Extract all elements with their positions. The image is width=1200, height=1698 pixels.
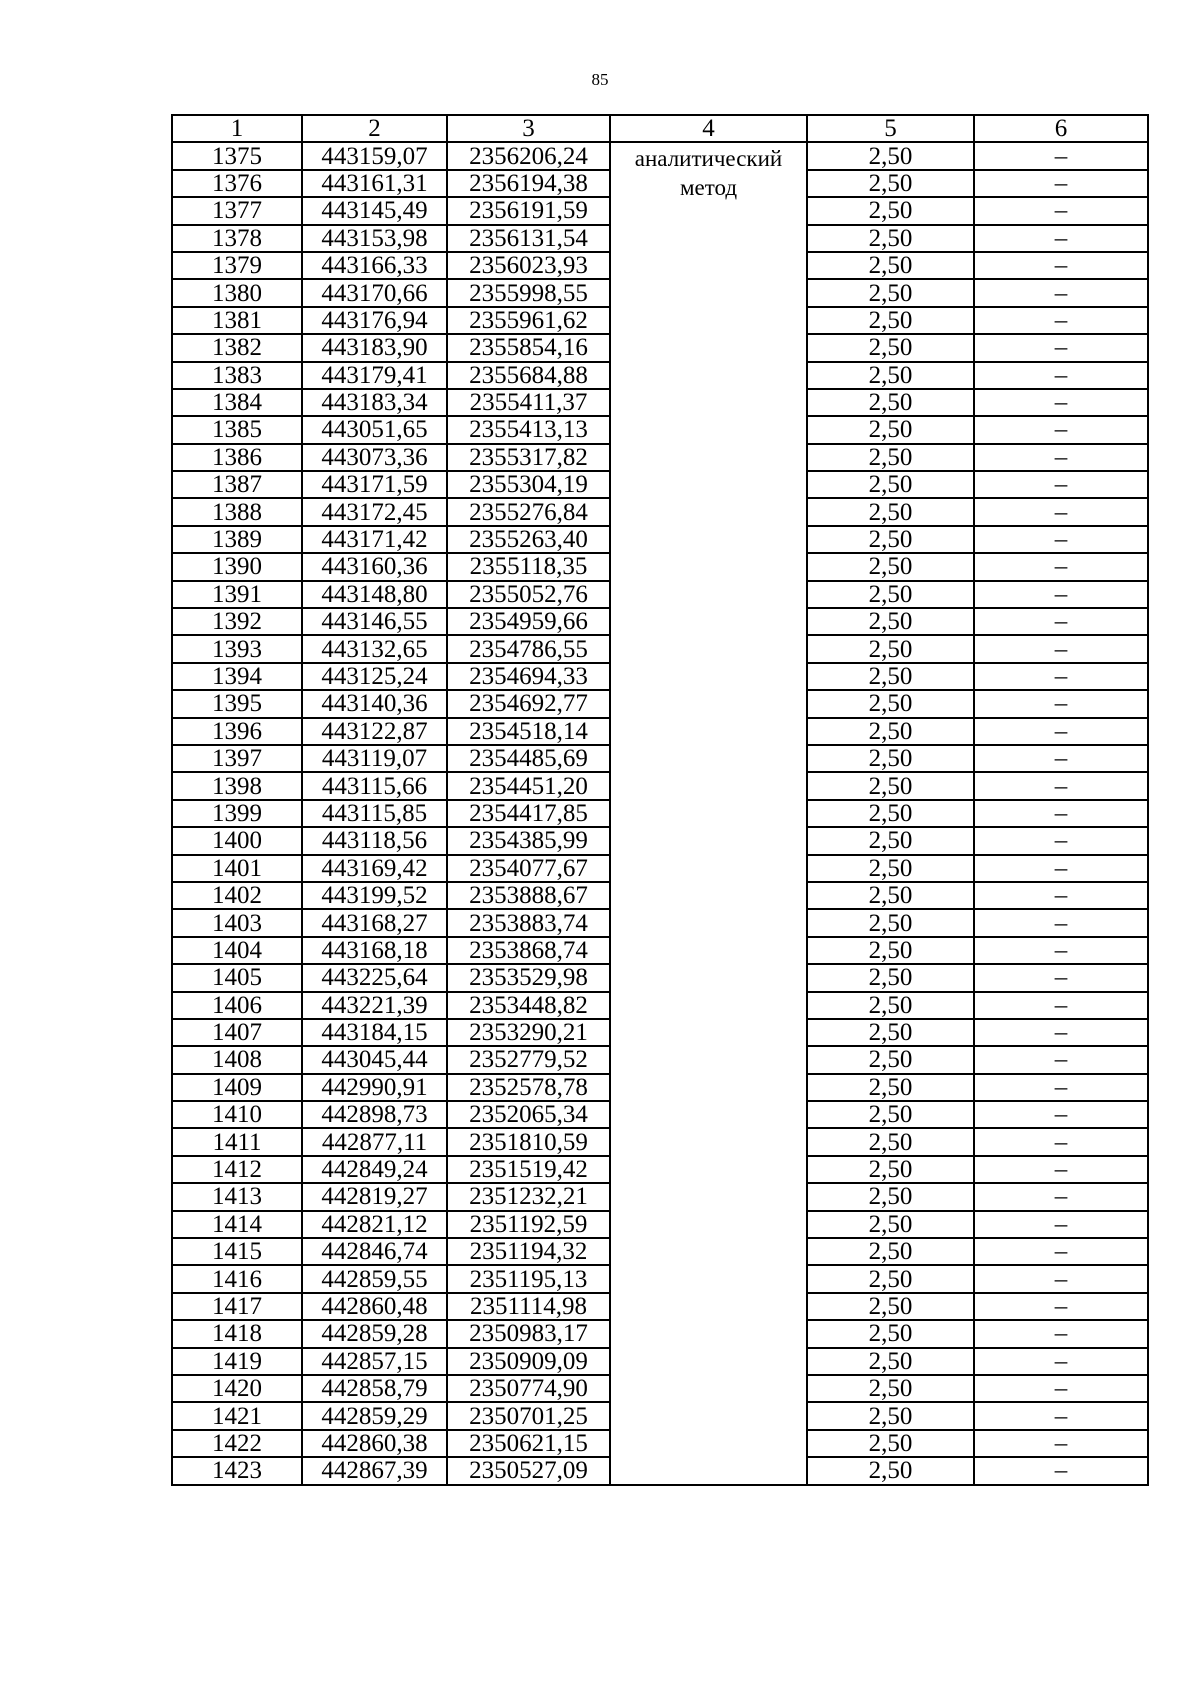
accuracy-cell: 2,50 <box>807 498 974 525</box>
accuracy-cell: 2,50 <box>807 1430 974 1457</box>
method-line: метод <box>679 175 738 201</box>
x-coordinate-cell: 443168,18 <box>302 937 447 964</box>
note-cell: – <box>974 1348 1148 1375</box>
accuracy-cell: 2,50 <box>807 855 974 882</box>
note-cell: – <box>974 1156 1148 1183</box>
header-cell-6: 6 <box>974 115 1148 142</box>
x-coordinate-cell: 443170,66 <box>302 279 447 306</box>
accuracy-cell: 2,50 <box>807 471 974 498</box>
y-coordinate-cell: 2355961,62 <box>447 307 610 334</box>
method-cell <box>610 142 807 1484</box>
point-number-cell: 1384 <box>172 389 302 416</box>
note-cell: – <box>974 362 1148 389</box>
x-coordinate-cell: 442860,38 <box>302 1430 447 1457</box>
point-number-cell: 1413 <box>172 1183 302 1210</box>
y-coordinate-cell: 2350527,09 <box>447 1457 610 1484</box>
accuracy-cell: 2,50 <box>807 608 974 635</box>
note-cell: – <box>974 416 1148 443</box>
note-cell: – <box>974 909 1148 936</box>
y-coordinate-cell: 2355118,35 <box>447 553 610 580</box>
point-number-cell: 1402 <box>172 882 302 909</box>
y-coordinate-cell: 2355854,16 <box>447 334 610 361</box>
accuracy-cell: 2,50 <box>807 197 974 224</box>
point-number-cell: 1409 <box>172 1074 302 1101</box>
note-cell: – <box>974 608 1148 635</box>
x-coordinate-cell: 443045,44 <box>302 1046 447 1073</box>
accuracy-cell: 2,50 <box>807 635 974 662</box>
x-coordinate-cell: 442859,29 <box>302 1402 447 1429</box>
x-coordinate-cell: 443140,36 <box>302 690 447 717</box>
accuracy-cell: 2,50 <box>807 690 974 717</box>
note-cell: – <box>974 1457 1148 1484</box>
note-cell: – <box>974 225 1148 252</box>
x-coordinate-cell: 443179,41 <box>302 362 447 389</box>
note-cell: – <box>974 389 1148 416</box>
note-cell: – <box>974 1101 1148 1128</box>
note-cell: – <box>974 471 1148 498</box>
y-coordinate-cell: 2351114,98 <box>447 1293 610 1320</box>
note-cell: – <box>974 992 1148 1019</box>
point-number-cell: 1407 <box>172 1019 302 1046</box>
header-cell-5: 5 <box>807 115 974 142</box>
note-cell: – <box>974 827 1148 854</box>
note-cell: – <box>974 1238 1148 1265</box>
y-coordinate-cell: 2356194,38 <box>447 170 610 197</box>
x-coordinate-cell: 442849,24 <box>302 1156 447 1183</box>
x-coordinate-cell: 443161,31 <box>302 170 447 197</box>
accuracy-cell: 2,50 <box>807 279 974 306</box>
y-coordinate-cell: 2354692,77 <box>447 690 610 717</box>
x-coordinate-cell: 443171,59 <box>302 471 447 498</box>
note-cell: – <box>974 1183 1148 1210</box>
accuracy-cell: 2,50 <box>807 142 974 169</box>
header-cell-1: 1 <box>172 115 302 142</box>
note-cell: – <box>974 307 1148 334</box>
point-number-cell: 1393 <box>172 635 302 662</box>
note-cell: – <box>974 197 1148 224</box>
x-coordinate-cell: 443146,55 <box>302 608 447 635</box>
point-number-cell: 1380 <box>172 279 302 306</box>
y-coordinate-cell: 2351192,59 <box>447 1211 610 1238</box>
x-coordinate-cell: 442860,48 <box>302 1293 447 1320</box>
point-number-cell: 1398 <box>172 772 302 799</box>
header-cell-2: 2 <box>302 115 447 142</box>
note-cell: – <box>974 553 1148 580</box>
y-coordinate-cell: 2355998,55 <box>447 279 610 306</box>
note-cell: – <box>974 718 1148 745</box>
note-cell: – <box>974 526 1148 553</box>
x-coordinate-cell: 443115,66 <box>302 772 447 799</box>
y-coordinate-cell: 2354417,85 <box>447 800 610 827</box>
x-coordinate-cell: 443153,98 <box>302 225 447 252</box>
accuracy-cell: 2,50 <box>807 581 974 608</box>
x-coordinate-cell: 442877,11 <box>302 1128 447 1155</box>
note-cell: – <box>974 663 1148 690</box>
note-cell: – <box>974 937 1148 964</box>
note-cell: – <box>974 581 1148 608</box>
note-cell: – <box>974 252 1148 279</box>
accuracy-cell: 2,50 <box>807 416 974 443</box>
accuracy-cell: 2,50 <box>807 553 974 580</box>
table-body <box>172 142 1148 1484</box>
accuracy-cell: 2,50 <box>807 937 974 964</box>
y-coordinate-cell: 2354694,33 <box>447 663 610 690</box>
y-coordinate-cell: 2351810,59 <box>447 1128 610 1155</box>
accuracy-cell: 2,50 <box>807 389 974 416</box>
note-cell: – <box>974 964 1148 991</box>
point-number-cell: 1375 <box>172 142 302 169</box>
point-number-cell: 1421 <box>172 1402 302 1429</box>
note-cell: – <box>974 855 1148 882</box>
accuracy-cell: 2,50 <box>807 252 974 279</box>
accuracy-cell: 2,50 <box>807 1046 974 1073</box>
point-number-cell: 1420 <box>172 1375 302 1402</box>
accuracy-cell: 2,50 <box>807 1375 974 1402</box>
y-coordinate-cell: 2355304,19 <box>447 471 610 498</box>
point-number-cell: 1422 <box>172 1430 302 1457</box>
header-cell-3: 3 <box>447 115 610 142</box>
x-coordinate-cell: 443051,65 <box>302 416 447 443</box>
point-number-cell: 1396 <box>172 718 302 745</box>
point-number-cell: 1419 <box>172 1348 302 1375</box>
y-coordinate-cell: 2350621,15 <box>447 1430 610 1457</box>
y-coordinate-cell: 2353448,82 <box>447 992 610 1019</box>
table-row <box>172 142 1148 169</box>
note-cell: – <box>974 1430 1148 1457</box>
x-coordinate-cell: 443166,33 <box>302 252 447 279</box>
point-number-cell: 1401 <box>172 855 302 882</box>
accuracy-cell: 2,50 <box>807 1074 974 1101</box>
accuracy-cell: 2,50 <box>807 1211 974 1238</box>
point-number-cell: 1423 <box>172 1457 302 1484</box>
accuracy-cell: 2,50 <box>807 1265 974 1292</box>
note-cell: – <box>974 882 1148 909</box>
point-number-cell: 1395 <box>172 690 302 717</box>
note-cell: – <box>974 1128 1148 1155</box>
accuracy-cell: 2,50 <box>807 1101 974 1128</box>
point-number-cell: 1406 <box>172 992 302 1019</box>
accuracy-cell: 2,50 <box>807 718 974 745</box>
y-coordinate-cell: 2353868,74 <box>447 937 610 964</box>
y-coordinate-cell: 2355276,84 <box>447 498 610 525</box>
y-coordinate-cell: 2355413,13 <box>447 416 610 443</box>
accuracy-cell: 2,50 <box>807 307 974 334</box>
accuracy-cell: 2,50 <box>807 800 974 827</box>
x-coordinate-cell: 443115,85 <box>302 800 447 827</box>
point-number-cell: 1392 <box>172 608 302 635</box>
note-cell: – <box>974 444 1148 471</box>
y-coordinate-cell: 2350774,90 <box>447 1375 610 1402</box>
point-number-cell: 1390 <box>172 553 302 580</box>
x-coordinate-cell: 443183,90 <box>302 334 447 361</box>
y-coordinate-cell: 2352065,34 <box>447 1101 610 1128</box>
accuracy-cell: 2,50 <box>807 1238 974 1265</box>
x-coordinate-cell: 443118,56 <box>302 827 447 854</box>
y-coordinate-cell: 2354959,66 <box>447 608 610 635</box>
y-coordinate-cell: 2351194,32 <box>447 1238 610 1265</box>
x-coordinate-cell: 442819,27 <box>302 1183 447 1210</box>
x-coordinate-cell: 443148,80 <box>302 581 447 608</box>
note-cell: – <box>974 279 1148 306</box>
point-number-cell: 1387 <box>172 471 302 498</box>
x-coordinate-cell: 443199,52 <box>302 882 447 909</box>
note-cell: – <box>974 745 1148 772</box>
point-number-cell: 1410 <box>172 1101 302 1128</box>
note-cell: – <box>974 334 1148 361</box>
accuracy-cell: 2,50 <box>807 225 974 252</box>
y-coordinate-cell: 2350909,09 <box>447 1348 610 1375</box>
note-cell: – <box>974 498 1148 525</box>
y-coordinate-cell: 2352779,52 <box>447 1046 610 1073</box>
accuracy-cell: 2,50 <box>807 170 974 197</box>
x-coordinate-cell: 442821,12 <box>302 1211 447 1238</box>
accuracy-cell: 2,50 <box>807 526 974 553</box>
x-coordinate-cell: 442867,39 <box>302 1457 447 1484</box>
note-cell: – <box>974 1375 1148 1402</box>
y-coordinate-cell: 2353888,67 <box>447 882 610 909</box>
y-coordinate-cell: 2354385,99 <box>447 827 610 854</box>
accuracy-cell: 2,50 <box>807 909 974 936</box>
point-number-cell: 1388 <box>172 498 302 525</box>
point-number-cell: 1415 <box>172 1238 302 1265</box>
header-cell-4: 4 <box>610 115 807 142</box>
x-coordinate-cell: 443073,36 <box>302 444 447 471</box>
note-cell: – <box>974 1046 1148 1073</box>
accuracy-cell: 2,50 <box>807 827 974 854</box>
point-number-cell: 1385 <box>172 416 302 443</box>
point-number-cell: 1377 <box>172 197 302 224</box>
point-number-cell: 1416 <box>172 1265 302 1292</box>
accuracy-cell: 2,50 <box>807 334 974 361</box>
point-number-cell: 1404 <box>172 937 302 964</box>
note-cell: – <box>974 1402 1148 1429</box>
x-coordinate-cell: 443172,45 <box>302 498 447 525</box>
accuracy-cell: 2,50 <box>807 992 974 1019</box>
accuracy-cell: 2,50 <box>807 1457 974 1484</box>
point-number-cell: 1389 <box>172 526 302 553</box>
x-coordinate-cell: 443122,87 <box>302 718 447 745</box>
method-line: аналитический <box>634 146 783 172</box>
y-coordinate-cell: 2354786,55 <box>447 635 610 662</box>
x-coordinate-cell: 442990,91 <box>302 1074 447 1101</box>
accuracy-cell: 2,50 <box>807 772 974 799</box>
point-number-cell: 1381 <box>172 307 302 334</box>
x-coordinate-cell: 443168,27 <box>302 909 447 936</box>
x-coordinate-cell: 443159,07 <box>302 142 447 169</box>
accuracy-cell: 2,50 <box>807 663 974 690</box>
y-coordinate-cell: 2354485,69 <box>447 745 610 772</box>
point-number-cell: 1376 <box>172 170 302 197</box>
note-cell: – <box>974 1320 1148 1347</box>
accuracy-cell: 2,50 <box>807 745 974 772</box>
x-coordinate-cell: 443184,15 <box>302 1019 447 1046</box>
y-coordinate-cell: 2352578,78 <box>447 1074 610 1101</box>
note-cell: – <box>974 800 1148 827</box>
y-coordinate-cell: 2353290,21 <box>447 1019 610 1046</box>
y-coordinate-cell: 2353529,98 <box>447 964 610 991</box>
point-number-cell: 1378 <box>172 225 302 252</box>
accuracy-cell: 2,50 <box>807 964 974 991</box>
accuracy-cell: 2,50 <box>807 1293 974 1320</box>
x-coordinate-cell: 443132,65 <box>302 635 447 662</box>
y-coordinate-cell: 2356023,93 <box>447 252 610 279</box>
accuracy-cell: 2,50 <box>807 1183 974 1210</box>
x-coordinate-cell: 442857,15 <box>302 1348 447 1375</box>
x-coordinate-cell: 442859,28 <box>302 1320 447 1347</box>
point-number-cell: 1399 <box>172 800 302 827</box>
point-number-cell: 1408 <box>172 1046 302 1073</box>
accuracy-cell: 2,50 <box>807 1402 974 1429</box>
note-cell: – <box>974 1265 1148 1292</box>
point-number-cell: 1418 <box>172 1320 302 1347</box>
y-coordinate-cell: 2354077,67 <box>447 855 610 882</box>
note-cell: – <box>974 142 1148 169</box>
x-coordinate-cell: 442858,79 <box>302 1375 447 1402</box>
x-coordinate-cell: 443221,39 <box>302 992 447 1019</box>
point-number-cell: 1417 <box>172 1293 302 1320</box>
accuracy-cell: 2,50 <box>807 1320 974 1347</box>
note-cell: – <box>974 1211 1148 1238</box>
accuracy-cell: 2,50 <box>807 1019 974 1046</box>
accuracy-cell: 2,50 <box>807 1348 974 1375</box>
note-cell: – <box>974 690 1148 717</box>
coordinates-table <box>171 114 1149 1486</box>
point-number-cell: 1379 <box>172 252 302 279</box>
note-cell: – <box>974 772 1148 799</box>
point-number-cell: 1400 <box>172 827 302 854</box>
y-coordinate-cell: 2355317,82 <box>447 444 610 471</box>
y-coordinate-cell: 2351195,13 <box>447 1265 610 1292</box>
accuracy-cell: 2,50 <box>807 1128 974 1155</box>
point-number-cell: 1412 <box>172 1156 302 1183</box>
x-coordinate-cell: 442859,55 <box>302 1265 447 1292</box>
note-cell: – <box>974 1019 1148 1046</box>
x-coordinate-cell: 443119,07 <box>302 745 447 772</box>
x-coordinate-cell: 442846,74 <box>302 1238 447 1265</box>
y-coordinate-cell: 2355411,37 <box>447 389 610 416</box>
accuracy-cell: 2,50 <box>807 444 974 471</box>
accuracy-cell: 2,50 <box>807 362 974 389</box>
y-coordinate-cell: 2356131,54 <box>447 225 610 252</box>
y-coordinate-cell: 2350701,25 <box>447 1402 610 1429</box>
x-coordinate-cell: 443169,42 <box>302 855 447 882</box>
y-coordinate-cell: 2356191,59 <box>447 197 610 224</box>
x-coordinate-cell: 443160,36 <box>302 553 447 580</box>
point-number-cell: 1405 <box>172 964 302 991</box>
x-coordinate-cell: 442898,73 <box>302 1101 447 1128</box>
accuracy-cell: 2,50 <box>807 882 974 909</box>
y-coordinate-cell: 2351519,42 <box>447 1156 610 1183</box>
x-coordinate-cell: 443183,34 <box>302 389 447 416</box>
y-coordinate-cell: 2356206,24 <box>447 142 610 169</box>
accuracy-cell: 2,50 <box>807 1156 974 1183</box>
point-number-cell: 1403 <box>172 909 302 936</box>
point-number-cell: 1394 <box>172 663 302 690</box>
x-coordinate-cell: 443225,64 <box>302 964 447 991</box>
point-number-cell: 1391 <box>172 581 302 608</box>
point-number-cell: 1386 <box>172 444 302 471</box>
y-coordinate-cell: 2355052,76 <box>447 581 610 608</box>
x-coordinate-cell: 443125,24 <box>302 663 447 690</box>
y-coordinate-cell: 2355684,88 <box>447 362 610 389</box>
x-coordinate-cell: 443176,94 <box>302 307 447 334</box>
y-coordinate-cell: 2350983,17 <box>447 1320 610 1347</box>
point-number-cell: 1397 <box>172 745 302 772</box>
y-coordinate-cell: 2355263,40 <box>447 526 610 553</box>
header-row <box>172 115 1148 142</box>
x-coordinate-cell: 443145,49 <box>302 197 447 224</box>
point-number-cell: 1411 <box>172 1128 302 1155</box>
note-cell: – <box>974 1293 1148 1320</box>
y-coordinate-cell: 2353883,74 <box>447 909 610 936</box>
y-coordinate-cell: 2351232,21 <box>447 1183 610 1210</box>
y-coordinate-cell: 2354451,20 <box>447 772 610 799</box>
note-cell: – <box>974 170 1148 197</box>
point-number-cell: 1383 <box>172 362 302 389</box>
note-cell: – <box>974 1074 1148 1101</box>
point-number-cell: 1414 <box>172 1211 302 1238</box>
x-coordinate-cell: 443171,42 <box>302 526 447 553</box>
y-coordinate-cell: 2354518,14 <box>447 718 610 745</box>
point-number-cell: 1382 <box>172 334 302 361</box>
page-number: 85 <box>591 70 609 89</box>
note-cell: – <box>974 635 1148 662</box>
